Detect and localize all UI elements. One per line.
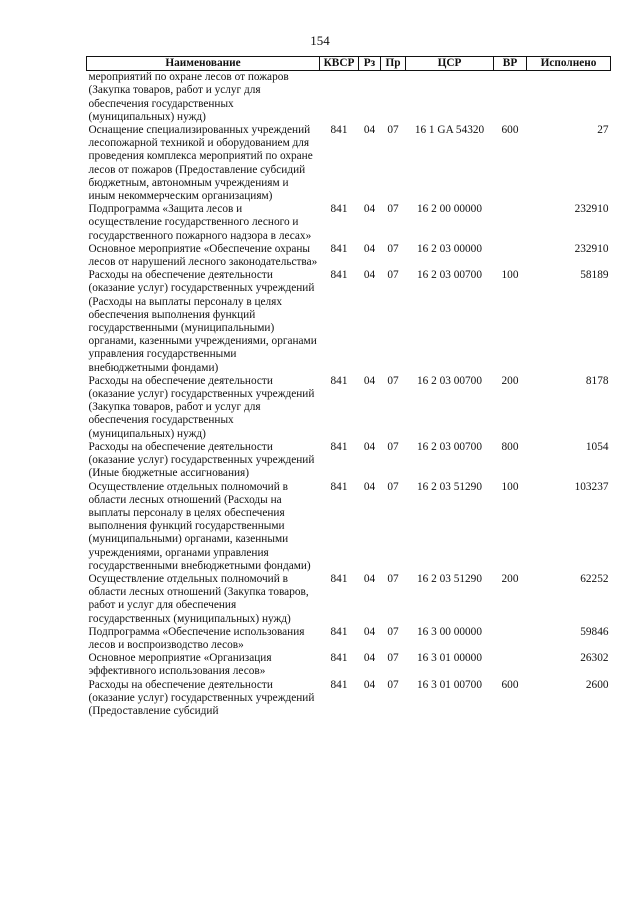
cell-pr: 07 [387,572,399,585]
table-row [87,679,611,719]
cell-pr: 07 [387,124,399,137]
cell-vr: 200 [501,572,519,585]
budget-table [86,56,611,718]
cell-csr: 16 2 03 00000 [417,242,482,255]
table-row [87,243,611,269]
table-row [87,71,611,124]
cell-vr: 600 [501,678,519,691]
cell-csr: 16 2 03 00700 [417,374,482,387]
cell-kvsr [320,71,359,124]
cell-rz: 04 [363,652,376,665]
cell-vr: 200 [501,374,519,387]
cell-kvsr: 841 [330,480,348,493]
cell-executed: 8178 [585,374,609,387]
cell-name: Расходы на обеспечение деятельности (оказание услуг) государственных учреждений (Иные бюджетные ассигнования) [88,440,315,480]
cell-csr: 16 2 00 00000 [417,203,482,216]
cell-vr [494,652,527,678]
table-header-row [87,57,611,71]
cell-name: Основное мероприятие «Организация эффективного использования лесов» [88,652,272,678]
cell-vr: 100 [501,480,519,493]
cell-pr: 07 [387,625,399,638]
table-row [87,481,611,573]
table-row [87,573,611,626]
cell-executed: 58189 [580,269,609,282]
cell-name: мероприятий по охране лесов от пожаров (Закупка товаров, работ и услуг для обеспечения государственных (муниципальных) нужд) [88,71,289,123]
cell-name: Подпрограмма «Защита лесов и осуществление государственного лесного и государственного пожарного надзора в лесах» [88,203,312,242]
cell-csr: 16 2 03 51290 [417,572,482,585]
cell-vr: 600 [501,124,519,137]
cell-executed: 27 [597,124,609,137]
cell-kvsr: 841 [330,440,348,453]
cell-rz: 04 [363,480,376,493]
cell-pr: 07 [387,652,399,665]
cell-kvsr: 841 [330,124,348,137]
cell-rz [359,71,381,124]
cell-pr: 07 [387,440,399,453]
cell-rz: 04 [363,374,376,387]
cell-rz: 04 [363,572,376,585]
cell-name: Осуществление отдельных полномочий в области лесных отношений (Расходы на выплаты персоналу в целях обеспечения выполнения функций государственными (муниципальными) органами, казенными учреждениями, органами управления государственными внебюджетными фондами) [88,480,311,572]
cell-rz: 04 [363,440,376,453]
cell-csr: 16 2 03 51290 [417,480,482,493]
cell-pr: 07 [387,374,399,387]
cell-vr [494,626,527,652]
cell-pr: 07 [387,678,399,691]
cell-name: Основное мероприятие «Обеспечение охраны лесов от нарушений лесного законодательства» [88,242,318,269]
cell-csr: 16 1 GA 54320 [414,124,485,137]
cell-pr: 07 [387,269,399,282]
cell-vr [494,203,527,243]
table-row [87,375,611,441]
cell-kvsr: 841 [330,625,348,638]
header-kvsr: КВСР [320,57,359,71]
cell-csr: 16 3 01 00000 [417,652,482,665]
cell-name: Оснащение специализированных учреждений лесопожарной техникой и оборудованием для проведения комплекса мероприятий по охране лесов от пожаров (Предоставление субсидий бюджетным, автономным учреждениям и иным некоммерческим организациям) [88,124,313,203]
cell-executed: 1054 [585,440,609,453]
cell-vr [494,243,527,269]
cell-csr [406,71,494,124]
cell-executed: 2600 [585,678,609,691]
cell-kvsr: 841 [330,678,348,691]
cell-pr: 07 [387,480,399,493]
cell-rz: 04 [363,269,376,282]
cell-csr: 16 2 03 00700 [417,269,482,282]
cell-csr: 16 3 01 00700 [417,678,482,691]
cell-executed: 103237 [574,480,609,493]
cell-pr [381,71,406,124]
cell-csr: 16 2 03 00700 [417,440,482,453]
cell-rz: 04 [363,625,376,638]
header-rz: Рз [359,57,381,71]
header-executed: Исполнено [527,57,611,71]
cell-rz: 04 [363,124,376,137]
header-name: Наименование [87,57,320,71]
cell-vr [494,71,527,124]
table-row [87,652,611,678]
header-vr: ВР [494,57,527,71]
table-row [87,124,611,203]
cell-kvsr: 841 [330,652,348,665]
cell-kvsr: 841 [330,374,348,387]
cell-executed [527,71,611,124]
page-number: 154 [310,33,330,48]
cell-kvsr: 841 [330,242,348,255]
table-row [87,269,611,375]
header-csr: ЦСР [406,57,494,71]
cell-kvsr: 841 [330,572,348,585]
header-pr: Пр [381,57,406,71]
cell-rz: 04 [363,203,376,216]
cell-executed: 232910 [574,242,609,255]
cell-vr: 100 [501,269,519,282]
cell-kvsr: 841 [330,203,348,216]
cell-name: Осуществление отдельных полномочий в области лесных отношений (Закупка товаров, работ и услуг для обеспечения государственных (муниципальных) нужд) [88,572,309,625]
table-row [87,203,611,243]
cell-pr: 07 [387,203,399,216]
cell-kvsr: 841 [330,269,348,282]
table-row [87,441,611,481]
cell-name: Подпрограмма «Обеспечение использования лесов и воспроизводство лесов» [88,625,305,651]
table-body [87,71,611,718]
cell-name: Расходы на обеспечение деятельности (оказание услуг) государственных учреждений (Предоставление субсидий [88,678,315,717]
cell-executed: 59846 [580,625,609,638]
cell-rz: 04 [363,242,376,255]
table-row [87,626,611,652]
cell-executed: 26302 [580,652,609,665]
cell-name: Расходы на обеспечение деятельности (оказание услуг) государственных учреждений (Расходы на выплаты персоналу в целях обеспечения выполнения функций государственными (муниципальными) органами, казенными учреждениями, органами управления государственными внебюджетными фондами) [88,269,317,374]
cell-rz: 04 [363,678,376,691]
cell-vr: 800 [501,440,519,453]
cell-executed: 232910 [574,203,609,216]
cell-pr: 07 [387,242,399,255]
cell-csr: 16 3 00 00000 [417,625,482,638]
cell-executed: 62252 [580,572,609,585]
cell-name: Расходы на обеспечение деятельности (оказание услуг) государственных учреждений (Закупка товаров, работ и услуг для обеспечения государственных (муниципальных) нужд) [88,374,315,440]
